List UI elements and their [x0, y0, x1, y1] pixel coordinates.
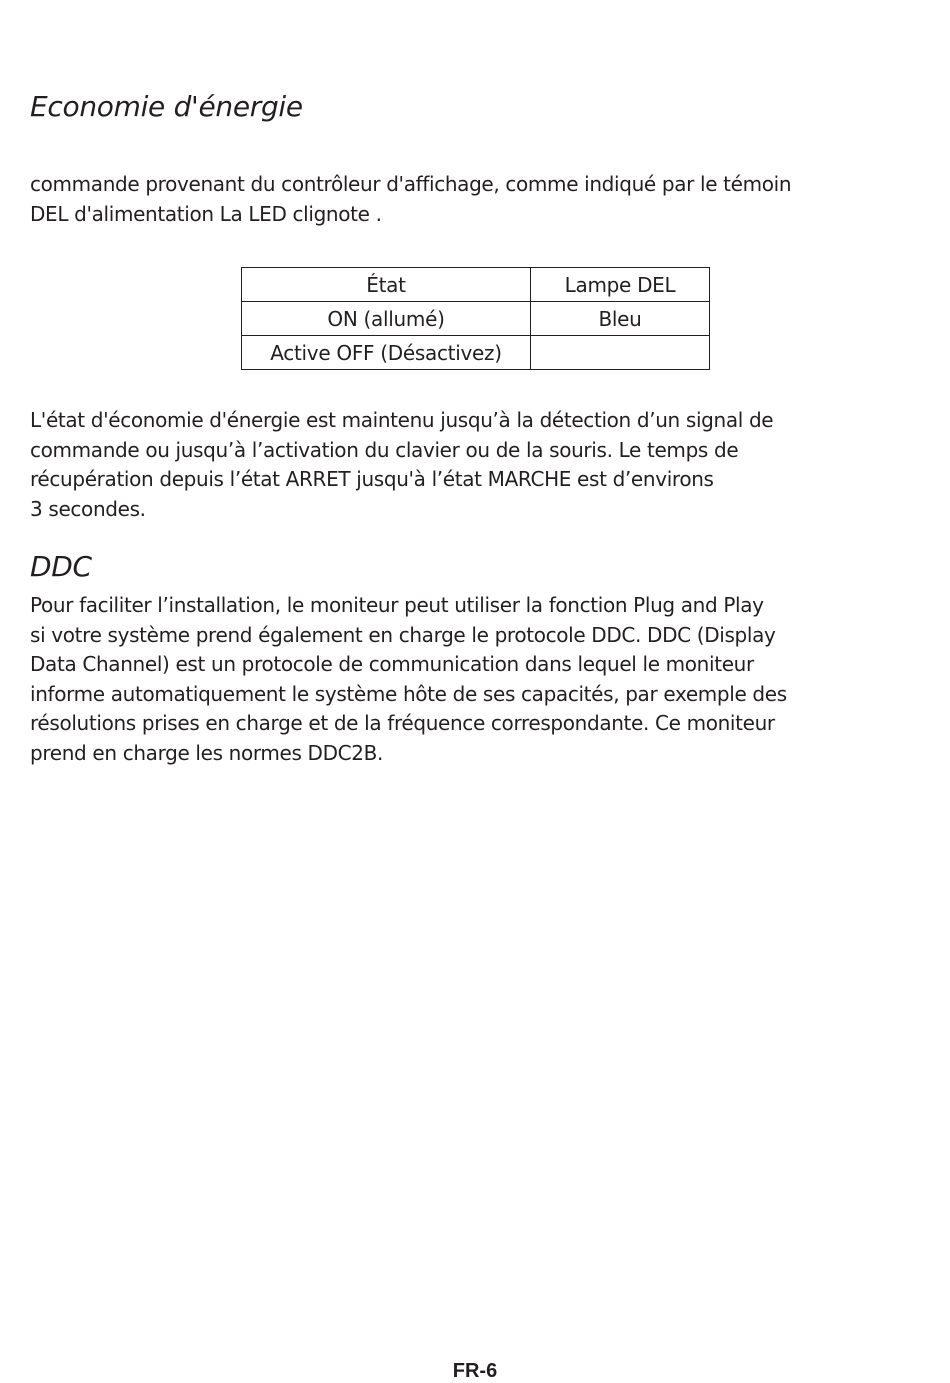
- paragraph-line: Pour faciliter l’installation, le moniteur peut utiliser la fonction Plug and Play: [30, 593, 764, 617]
- paragraph-line: 3 secondes.: [30, 496, 146, 521]
- paragraph-line: DEL d'alimentation La LED clignote .: [30, 201, 382, 226]
- energy-intro-paragraph: [30, 170, 791, 229]
- table-row: [242, 336, 710, 370]
- page-number: FR-6: [452, 1360, 498, 1382]
- paragraph-line: Data Channel) est un protocole de communication dans lequel le moniteur: [30, 652, 754, 676]
- table-cell: Bleu: [531, 302, 710, 336]
- paragraph-line: récupération depuis l’état ARRET jusqu'à l’état MARCHE est d’environs: [30, 467, 714, 491]
- paragraph-line: si votre système prend également en charge le protocole DDC. DDC (Display: [30, 622, 776, 647]
- paragraph-line: commande ou jusqu’à l’activation du clavier ou de la souris. Le temps de: [30, 437, 739, 462]
- energy-body-paragraph: [30, 406, 773, 524]
- paragraph-line: résolutions prises en charge et de la fréquence correspondante. Ce moniteur: [30, 711, 775, 735]
- header-cell-led: Lampe DEL: [531, 268, 710, 302]
- paragraph-line: informe automatiquement le système hôte de ses capacités, par exemple des: [30, 681, 787, 706]
- table-cell: [531, 336, 710, 370]
- header-cell-state: État: [242, 268, 531, 302]
- paragraph-line: commande provenant du contrôleur d'affichage, comme indiqué par le témoin: [30, 172, 792, 196]
- paragraph-line: prend en charge les normes DDC2B.: [30, 740, 384, 765]
- ddc-body-paragraph: [30, 591, 787, 768]
- table-cell: ON (allumé): [242, 302, 531, 336]
- table-header-row: [242, 268, 710, 302]
- power-state-table: [241, 267, 710, 370]
- section-title-energy-saving: Economie d'énergie: [30, 90, 303, 123]
- section-title-ddc: DDC: [30, 550, 92, 583]
- paragraph-line: L'état d'économie d'énergie est maintenu jusqu’à la détection d’un signal de: [30, 408, 774, 432]
- table-cell: Active OFF (Désactivez): [242, 336, 531, 370]
- table-row: [242, 302, 710, 336]
